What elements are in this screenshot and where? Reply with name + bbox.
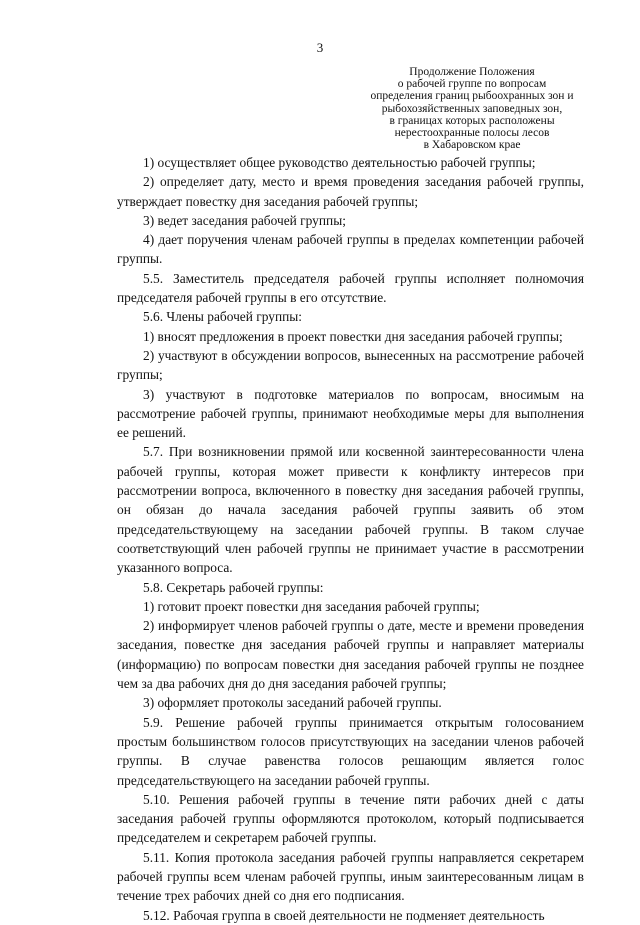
paragraph: 2) информирует членов рабочей группы о дате, месте и времени проведения заседания, повестке дня заседания рабочей группы и направляет материалы (информацию) по вопросам повестки дня заседания рабочей группы не позднее чем за два рабочих дня до дня заседания рабочей группы; bbox=[117, 618, 584, 692]
header-line: нерестоохранные полосы лесов bbox=[394, 127, 550, 140]
paragraph: 2) участвуют в обсуждении вопросов, вынесенных на рассмотрение рабочей группы; bbox=[117, 347, 584, 383]
paragraph: 5.8. Секретарь рабочей группы: bbox=[143, 579, 324, 595]
paragraph: 5.10. Решения рабочей группы в течение пяти рабочих дней с даты заседания рабочей группы оформляются протоколом, который подписывается председателем и секретарем рабочей группы. bbox=[117, 791, 584, 846]
header-line: рыбохозяйственных заповедных зон, bbox=[381, 102, 563, 115]
paragraph: 4) дает поручения членам рабочей группы в пределах компетенции рабочей группы. bbox=[117, 232, 584, 267]
paragraph: 3) ведет заседания рабочей группы; bbox=[143, 212, 346, 228]
paragraph: 5.12. Рабочая группа в своей деятельности не подменяет деятельность bbox=[143, 907, 545, 923]
paragraph: 3) оформляет протоколы заседаний рабочей группы. bbox=[143, 695, 442, 711]
paragraph: 5.9. Решение рабочей группы принимается открытым голосованием простым большинством голосов присутствующих на заседании членов рабочей группы. В случае равенства голосов решающим является голос председательствующего на заседании рабочей группы. bbox=[117, 714, 584, 788]
paragraph: 1) готовит проект повестки дня заседания рабочей группы; bbox=[143, 598, 480, 614]
paragraph: 1) вносят предложения в проект повестки дня заседания рабочей группы; bbox=[143, 328, 563, 344]
paragraph: 3) участвуют в подготовке материалов по вопросам, вносимым на рассмотрение рабочей группы, принимают необходимые меры для выполнения ее решений. bbox=[117, 386, 584, 441]
header-line: Продолжение Положения bbox=[409, 66, 535, 78]
document-header bbox=[352, 66, 592, 151]
paragraph: 5.5. Заместитель председателя рабочей группы исполняет полномочия председателя рабочей группы в его отсутствие. bbox=[117, 270, 584, 306]
header-line: в границах которых расположены bbox=[389, 114, 555, 127]
header-line: в Хабаровском крае bbox=[423, 139, 521, 152]
paragraph: 5.7. При возникновении прямой или косвенной заинтересованности члена рабочей группы, которая может привести к конфликту интересов при рассмотрении вопроса, включенного в повестку дня заседания рабочей группы, он обязан до начала заседания рабочей группы заявить об этом председательствующему на заседании рабочей группы. В таком случае соответствующий член рабочей группы не принимает участие в рассмотрении указанного вопроса. bbox=[117, 444, 584, 576]
paragraph: 1) осуществляет общее руководство деятельностью рабочей группы; bbox=[143, 155, 536, 170]
header-line: определения границ рыбоохранных зон и bbox=[370, 90, 574, 103]
paragraph: 5.6. Члены рабочей группы: bbox=[143, 309, 303, 325]
document-body bbox=[117, 153, 584, 925]
paragraph: 5.11. Копия протокола заседания рабочей группы направляется секретарем рабочей группы всем членам рабочей группы, иным заинтересованным лицам в течение трех рабочих дней со дня его подписания. bbox=[117, 849, 584, 904]
header-line: о рабочей группе по вопросам bbox=[397, 78, 547, 91]
paragraph: 2) определяет дату, место и время проведения заседания рабочей группы, утверждает повестку дня заседания рабочей группы; bbox=[117, 174, 584, 209]
page-number: 3 bbox=[316, 40, 324, 55]
